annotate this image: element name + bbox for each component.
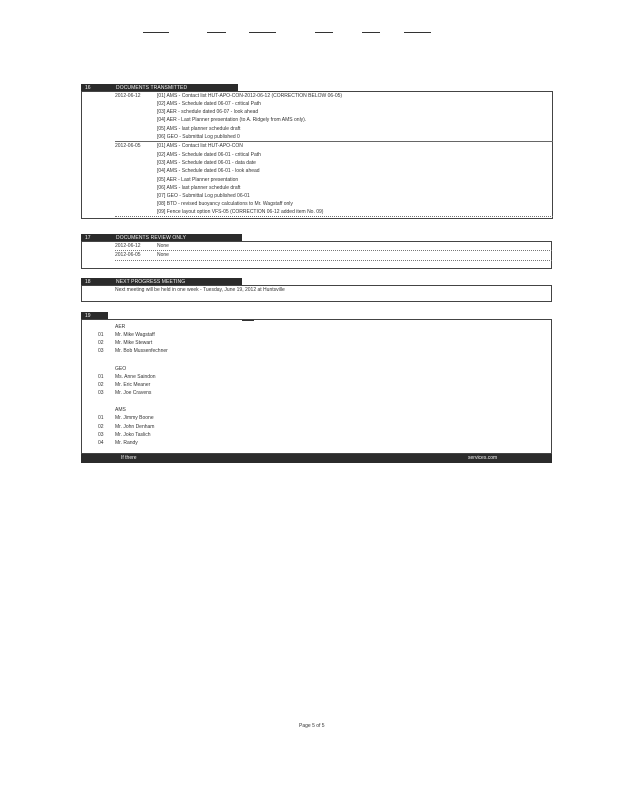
- s19-footer-left-text: If there: [121, 455, 137, 461]
- s16-g2-item-7: [07] GEO - Submittal Log published 06-01: [157, 193, 250, 199]
- s16-g1-item-6: [06] GEO - Submittal Log published 0: [157, 134, 240, 140]
- s19-ams-name-2: Mr. John Denham: [115, 424, 155, 430]
- top-field-line-5: [362, 32, 380, 33]
- section-19-number: 19: [85, 313, 91, 319]
- s16-g2-item-2: [02] AMS - Schedule dated 06-01 - critical Path: [157, 152, 261, 158]
- s16-g1-item-2: [02] AMS - Schedule dated 06-07 - critical Path: [157, 101, 261, 107]
- top-field-line-1: [143, 32, 169, 33]
- s19-aer-name-2: Mr. Mike Stewart: [115, 340, 153, 346]
- s19-aer-name-1: Mr. Mike Wagstaff: [115, 332, 155, 338]
- top-field-line-3: [249, 32, 276, 33]
- s16-date-2: 2012-06-05: [115, 143, 141, 149]
- s16-g1-item-5: [05] AMS - last planner schedule draft: [157, 126, 241, 132]
- s19-geo-num-2: 02: [98, 382, 104, 388]
- s16-g1-item-3: [03] AER - schedule dated 06-07 - look ahead: [157, 109, 259, 115]
- s19-group-aer-label: AER: [115, 324, 126, 330]
- s19-geo-name-3: Mr. Joe Cravens: [115, 390, 152, 396]
- s16-g2-item-1: [01] AMS - Contact list HUT-APO-CON: [157, 143, 243, 149]
- s16-g2-item-4: [04] AMS - Schedule dated 06-01 - look ahead: [157, 168, 260, 174]
- section-17-title: DOCUMENTS REVIEW ONLY: [116, 235, 187, 241]
- page-number: Page 5 of 5: [299, 723, 325, 729]
- s17-date-1: 2012-06-12: [115, 243, 141, 249]
- section-16-number: 16: [85, 85, 91, 91]
- s19-geo-num-1: 01: [98, 374, 104, 380]
- s19-footer-right-text: services.com: [468, 455, 498, 461]
- s19-ams-num-4: 04: [98, 440, 104, 446]
- s16-date-1: 2012-06-12: [115, 93, 141, 99]
- s16-bottom-dotted: [115, 216, 553, 217]
- s17-value-2: None: [157, 252, 169, 258]
- s17-value-1: None: [157, 243, 169, 249]
- section-18-number: 18: [85, 279, 91, 285]
- s19-group-geo-label: GEO: [115, 366, 127, 372]
- s19-aer-num-3: 03: [98, 348, 104, 354]
- s19-ams-num-3: 03: [98, 432, 104, 438]
- s19-geo-name-2: Mr. Eric Meaner: [115, 382, 151, 388]
- section-17-number: 17: [85, 235, 91, 241]
- s16-g1-item-1: [01] AMS - Contact list HUT-APO-CON-2012-06-12 (CORRECTION BELOW 06-05): [157, 93, 343, 99]
- top-field-line-6: [404, 32, 431, 33]
- s17-bottom-dotted: [115, 260, 552, 261]
- s19-geo-num-3: 03: [98, 390, 104, 396]
- s16-g1-item-4: [04] AER - Last Planner presentation (to A. Ridgely from AMS only).: [157, 117, 307, 123]
- top-field-line-2: [207, 32, 226, 33]
- section-16-box: [81, 91, 553, 219]
- s19-aer-num-2: 02: [98, 340, 104, 346]
- s16-g2-item-5: [05] AER - Last Planner presentation: [157, 177, 239, 183]
- s19-ams-name-3: Mr. Joko Taslich: [115, 432, 151, 438]
- s18-meeting-text: Next meeting will be held in one week - Tuesday, June 19, 2012 at Huntsville: [115, 287, 285, 293]
- s16-g2-item-8: [08] BTD - revised buoyancy calculations to Mr. Wagstaff only: [157, 201, 293, 207]
- s16-group-divider: [115, 141, 553, 142]
- s19-ams-name-4: Mr. Randy: [115, 440, 138, 446]
- s16-g2-item-6: [06] AMS - last planner schedule draft: [157, 185, 241, 191]
- section-18-title: NEXT PROGRESS MEETING: [116, 279, 186, 285]
- s19-geo-name-1: Ms. Anne Saindon: [115, 374, 156, 380]
- s19-group-ams-label: AMS: [115, 407, 126, 413]
- s19-ams-num-1: 01: [98, 415, 104, 421]
- s17-date-2: 2012-06-05: [115, 252, 141, 258]
- section-17-box: [81, 241, 552, 269]
- top-field-line-4: [315, 32, 333, 33]
- section-16-title: DOCUMENTS TRANSMITTED: [116, 85, 188, 91]
- s17-row-divider: [115, 250, 552, 251]
- s16-g2-item-3: [03] AMS - Schedule dated 06-01 - data date: [157, 160, 256, 166]
- s19-ams-num-2: 02: [98, 424, 104, 430]
- s19-aer-name-3: Mr. Bob Mussenfechner: [115, 348, 168, 354]
- s19-footer-bar: [81, 454, 552, 463]
- s19-ams-name-1: Mr. Jimmy Boone: [115, 415, 154, 421]
- s16-g2-item-9: [09] Fence layout option VFS-05 (CORRECTION 06-12 added item No. 09): [157, 209, 324, 215]
- s19-aer-num-1: 01: [98, 332, 104, 338]
